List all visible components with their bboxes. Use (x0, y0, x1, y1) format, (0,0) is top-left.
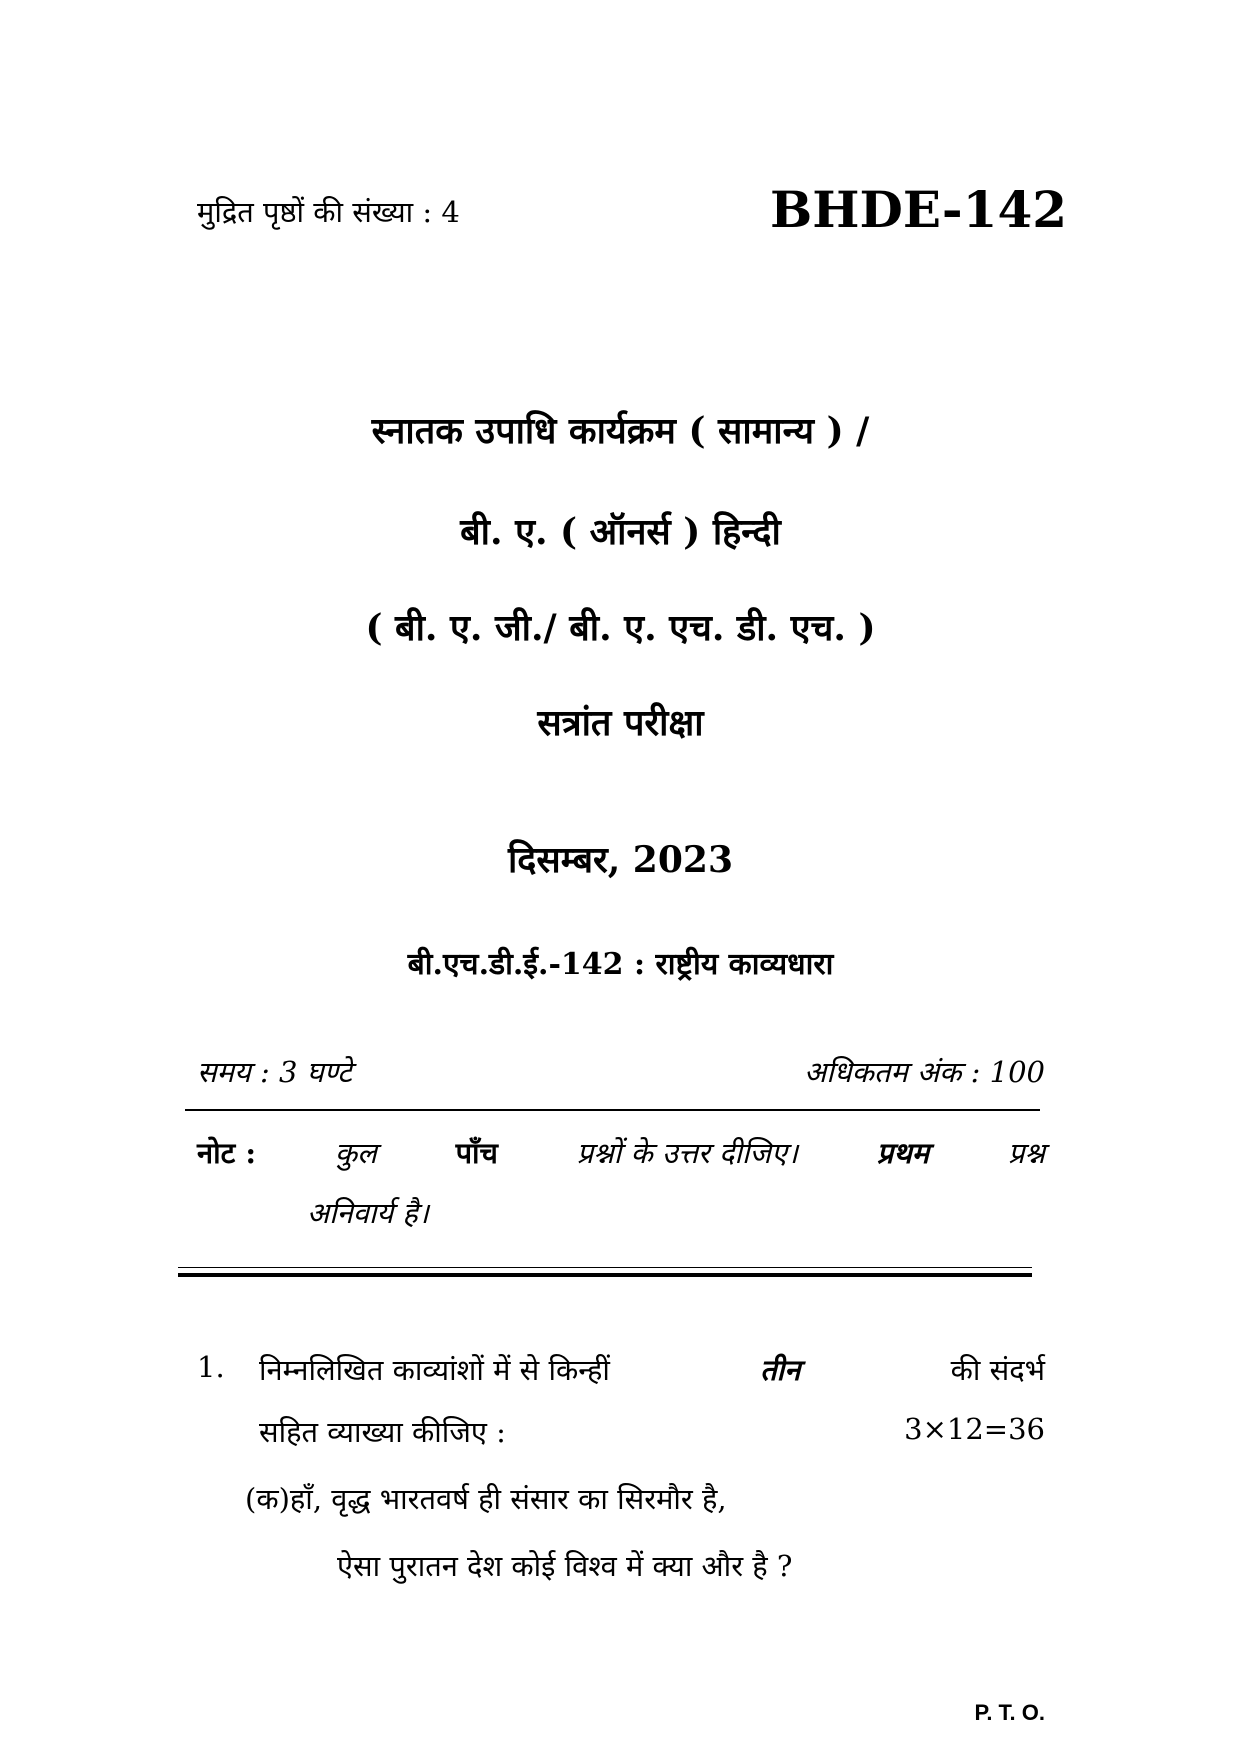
question-bold: तीन (760, 1353, 801, 1387)
note-bold: पाँच (455, 1136, 498, 1170)
note-text: प्रश्न (1007, 1136, 1045, 1170)
question-1 (259, 1350, 1045, 1389)
verse-text: हाँ, वृद्ध भारतवर्ष ही संसार का सिरमौर है, (289, 1482, 727, 1516)
part-label: (क) (245, 1482, 290, 1516)
question-line2: सहित व्याख्या कीजिए : (259, 1415, 506, 1449)
max-marks: अधिकतम अंक : 100 (804, 1055, 1045, 1089)
programme-codes: ( बी. ए. जी./ बी. ए. एच. डी. एच. ) (365, 607, 876, 649)
question-text: की संदर्भ (950, 1353, 1045, 1387)
paper-code: BHDE-142 (770, 180, 1068, 239)
verse-line-2: ऐसा पुरातन देश कोई विश्व में क्या और है ? (337, 1549, 793, 1583)
note-text: प्रश्नों के उत्तर दीजिए। (576, 1136, 798, 1170)
note (197, 1133, 1045, 1172)
double-rule-thin (178, 1267, 1032, 1268)
note-bold: प्रथम (876, 1136, 930, 1170)
pto-label: P. T. O. (974, 1700, 1045, 1725)
note-label: नोट : (197, 1136, 257, 1170)
exam-date: दिसम्बर, 2023 (507, 839, 734, 881)
question-marks: 3×12=36 (904, 1412, 1045, 1446)
question-number: 1. (197, 1350, 225, 1384)
time-allowed: समय : 3 घण्टे (197, 1055, 352, 1089)
verse-line-1 (245, 1479, 727, 1518)
subject-title: बी.एच.डी.ई.-142 : राष्ट्रीय काव्यधारा (407, 947, 834, 982)
printed-pages-count: मुद्रित पृष्ठों की संख्या : 4 (197, 195, 460, 229)
note-text: कुल (334, 1136, 377, 1170)
double-rule-thick (178, 1273, 1032, 1277)
exam-title: सत्रांत परीक्षा (537, 702, 704, 744)
question-text: निम्नलिखित काव्यांशों में से किन्हीं (259, 1353, 610, 1387)
course-title: बी. ए. ( ऑनर्स ) हिन्दी (460, 511, 781, 553)
programme-title: स्नातक उपाधि कार्यक्रम ( सामान्य ) / (371, 410, 870, 452)
divider (185, 1109, 1040, 1111)
note-line2: अनिवार्य है। (307, 1196, 429, 1230)
